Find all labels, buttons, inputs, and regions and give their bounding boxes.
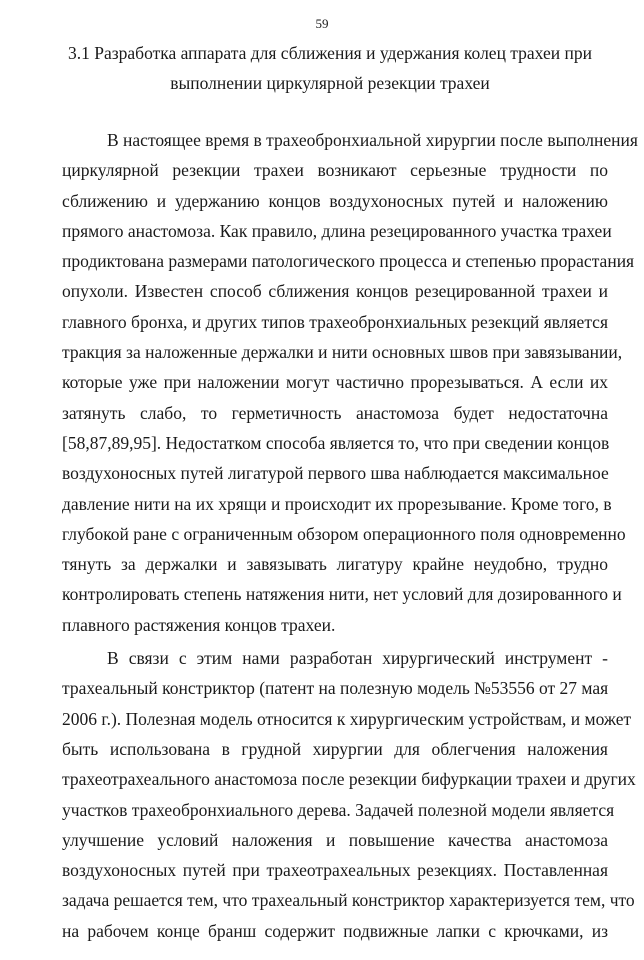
text-line: давление нити на их хрящи и происходит их прорезывание. Кроме того, в: [62, 493, 612, 514]
text-line: главного бронха, и других типов трахеобронхиальных резекций является: [62, 311, 608, 332]
heading-line: 3.1 Разработка аппарата для сближения и удержания колец трахеи при: [67, 43, 592, 63]
text-line: циркулярной резекции трахеи возникают серьезные трудности по: [62, 160, 608, 181]
text-line: сближению и удержанию концов воздухоносных путей и наложению: [62, 190, 608, 211]
text-line: быть использована в грудной хирургии для облегчения наложения: [62, 738, 608, 759]
text-line: В настоящее время в трахеобронхиальной хирургии после выполнения: [107, 130, 638, 150]
text-line: воздухоносных путей при трахеотрахеальных резекциях. Поставленная: [62, 860, 608, 881]
text-line: 2006 г.). Полезная модель относится к хирургическим устройствам, и может: [62, 708, 632, 729]
text-line: которые уже при наложении могут частично прорезываться. А если их: [62, 372, 608, 393]
text-line: трахеальный констриктор (патент на полезную модель №53556 от 27 мая: [62, 678, 609, 699]
text-line: опухоли. Известен способ сближения концов резецированной трахеи и: [62, 281, 608, 302]
paragraph-2: [62, 643, 636, 946]
text-line: плавного растяжения концов трахеи.: [62, 614, 336, 635]
text-line: улучшение условий наложения и повышение качества анастомоза: [62, 829, 608, 850]
paragraph-1: [62, 125, 638, 640]
section-heading: [52, 38, 608, 98]
text-line: глубокой ране с ограниченным обзором операционного поля одновременно: [62, 523, 626, 544]
text-line: контролировать степень натяжения нити, нет условий для дозированного и: [62, 584, 622, 605]
text-line: В связи с этим нами разработан хирургический инструмент -: [107, 648, 608, 669]
text-line: [58,87,89,95]. Недостатком способа является то, что при сведении концов: [62, 432, 610, 453]
text-line: воздухоносных путей лигатурой первого шва наблюдается максимальное: [62, 463, 609, 484]
text-line: на рабочем конце бранш содержит подвижные лапки с крючками, из: [62, 920, 608, 941]
page-number: 59: [315, 16, 329, 31]
text-line: продиктована размерами патологического процесса и степенью прорастания: [62, 251, 635, 272]
text-line: участков трахеобронхиального дерева. Задачей полезной модели является: [62, 799, 615, 820]
text-line: трахеотрахеального анастомоза после резекции бифуркации трахеи и других: [62, 769, 636, 790]
text-line: затянуть слабо, то герметичность анастомоза будет недостаточна: [62, 402, 608, 423]
text-line: прямого анастомоза. Как правило, длина резецированного участка трахеи: [62, 220, 612, 241]
body-text: [62, 125, 638, 946]
text-line: тянуть за держалки и завязывать лигатуру крайне неудобно, трудно: [62, 554, 608, 575]
text-line: задача решается тем, что трахеальный констриктор характеризуется тем, что: [62, 890, 635, 911]
heading-line: выполнении циркулярной резекции трахеи: [170, 73, 490, 93]
text-line: тракция за наложенные держалки и нити основных швов при завязывании,: [62, 342, 623, 363]
